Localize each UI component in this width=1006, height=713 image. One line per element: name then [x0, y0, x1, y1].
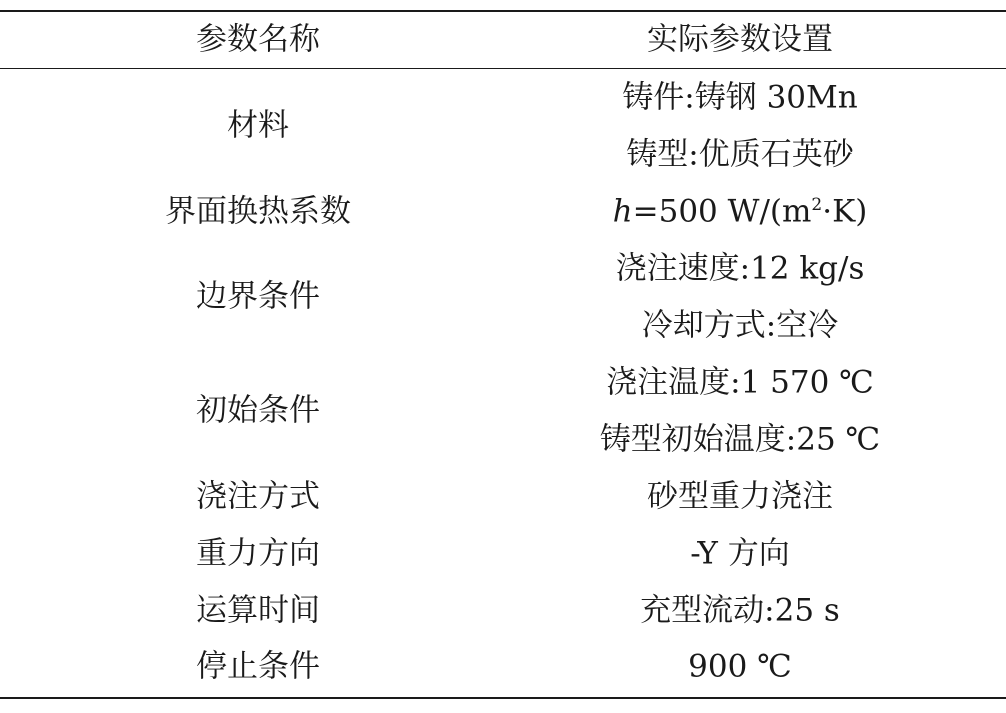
row-compute-time-name: 运算时间: [196, 592, 320, 629]
table-bottom-rule: [0, 697, 1006, 699]
heat-transfer-amount: =500 W/(m: [632, 193, 812, 230]
row-pouring-method-value: 砂型重力浇注: [647, 478, 833, 515]
row-boundary-value-1: 浇注速度:12 kg/s: [615, 250, 865, 287]
row-material-value-1: 铸件:铸钢 30Mn: [622, 79, 858, 116]
row-heat-transfer-value: [612, 193, 868, 230]
row-heat-transfer-name: 界面换热系数: [165, 193, 351, 230]
header-parameter-value: 实际参数设置: [647, 21, 833, 58]
row-boundary-value-2: 冷却方式:空冷: [641, 307, 839, 344]
heat-transfer-unit-tail: ·K): [822, 193, 868, 230]
row-compute-time-value: 充型流动:25 s: [640, 592, 840, 629]
row-material-value-2: 铸型:优质石英砂: [626, 136, 854, 173]
row-gravity-name: 重力方向: [196, 535, 320, 572]
row-material-name: 材料: [227, 107, 289, 144]
row-boundary-name: 边界条件: [196, 278, 320, 315]
row-initial-name: 初始条件: [196, 392, 320, 429]
header-parameter-name: 参数名称: [196, 21, 320, 58]
row-gravity-value: -Y 方向: [690, 535, 790, 572]
heat-transfer-exponent: 2: [811, 195, 823, 216]
row-stop-name: 停止条件: [196, 648, 320, 685]
table-header-rule: [0, 68, 1006, 69]
row-initial-value-1: 浇注温度:1 570 ℃: [606, 364, 874, 401]
row-stop-value: 900 ℃: [688, 648, 792, 685]
row-pouring-method-name: 浇注方式: [196, 478, 320, 515]
table-top-rule: [0, 10, 1006, 12]
row-initial-value-2: 铸型初始温度:25 ℃: [599, 421, 881, 458]
heat-transfer-symbol: h: [612, 193, 633, 230]
